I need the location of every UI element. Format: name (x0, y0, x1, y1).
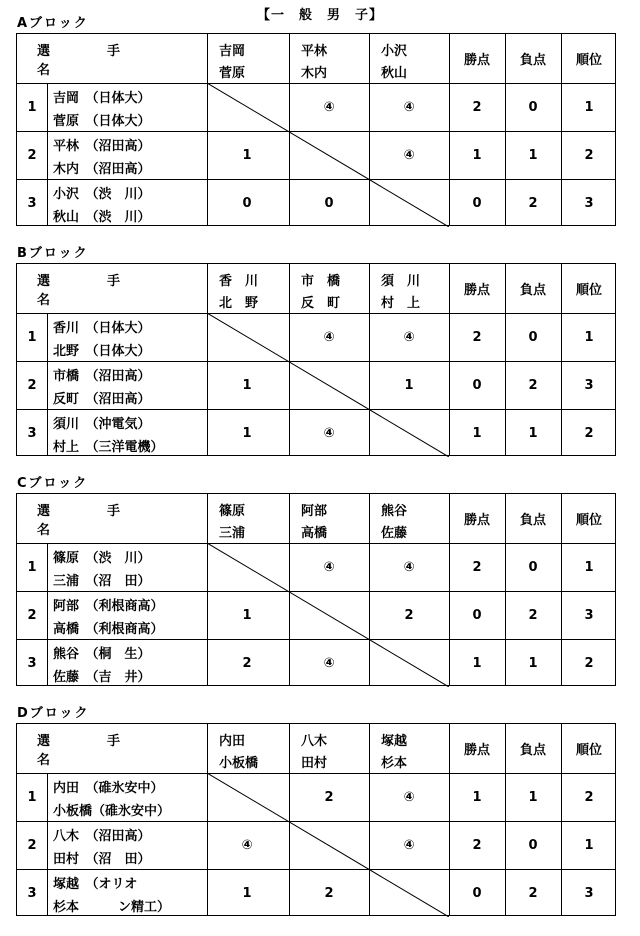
player-name-2: 杉本 ン精工） (53, 900, 171, 915)
header-losses: 負点 (519, 53, 546, 68)
match-result: 1 (242, 377, 252, 393)
match-result: ④ (403, 789, 415, 805)
match-result: 1 (404, 377, 414, 393)
league-table (16, 493, 616, 686)
player-number: 1 (27, 559, 37, 575)
block-label: Dブロック (17, 706, 90, 721)
player-name-1: 香川 （日体大） (53, 321, 151, 336)
match-result: 1 (242, 885, 252, 901)
player-points: 0 (472, 885, 482, 901)
player-losses: 0 (528, 99, 538, 115)
match-result (289, 361, 369, 409)
player-points: 2 (472, 99, 482, 115)
player-points: 0 (472, 607, 482, 623)
opponent-name-1: 塚越 (381, 734, 408, 749)
header-opponent (289, 724, 369, 773)
grid-line (47, 773, 48, 915)
player-losses: 2 (528, 195, 538, 211)
header-rank: 順位 (575, 513, 602, 528)
header-opponent (369, 724, 449, 773)
match-result: ④ (403, 329, 415, 345)
player-rank: 1 (584, 329, 594, 345)
opponent-name-2: 杉本 (381, 756, 408, 771)
opponent-name-2: 木内 (301, 66, 328, 81)
header-rank: 順位 (575, 743, 602, 758)
player-losses: 0 (528, 559, 538, 575)
player-name-2: 木内 （沼田高） (53, 162, 151, 177)
header-rank: 順位 (575, 283, 602, 298)
player-rank: 2 (584, 655, 594, 671)
player-points: 1 (472, 655, 482, 671)
header-opponent (207, 264, 287, 313)
header-opponent (207, 34, 287, 83)
block-label: Aブロック (17, 16, 89, 31)
player-rank: 3 (584, 607, 594, 623)
grid-line (47, 313, 48, 455)
player-name-2: 田村 （沼 田） (53, 852, 151, 867)
player-name-2: 三浦 （沼 田） (53, 574, 151, 589)
player-number: 3 (27, 655, 37, 671)
match-result (289, 591, 369, 639)
opponent-name-2: 小板橋 (219, 756, 259, 771)
player-rank: 3 (584, 885, 594, 901)
block-label: Bブロック (17, 246, 89, 261)
player-points: 1 (472, 789, 482, 805)
player-number: 3 (27, 425, 37, 441)
player-name-2: 秋山 （渋 川） (53, 210, 151, 225)
grid-line (47, 543, 48, 685)
player-losses: 2 (528, 607, 538, 623)
header-opponent (289, 494, 369, 543)
header-opponent (369, 264, 449, 313)
player-name-1: 平林 （沼田高） (53, 139, 151, 154)
player-name-1: 熊谷 （桐 生） (53, 647, 151, 662)
player-losses: 0 (528, 837, 538, 853)
match-result: ④ (241, 837, 253, 853)
match-result: 1 (242, 425, 252, 441)
opponent-name-1: 八木 (301, 734, 328, 749)
match-result: 1 (242, 607, 252, 623)
player-rank: 2 (584, 789, 594, 805)
player-losses: 1 (528, 147, 538, 163)
header-rank: 順位 (575, 53, 602, 68)
player-number: 3 (27, 885, 37, 901)
match-result: ④ (323, 329, 335, 345)
page-title: 【一 般 男 子】 (256, 8, 383, 23)
match-result (207, 773, 287, 821)
opponent-name-2: 菅原 (219, 66, 246, 81)
player-name-1: 小沢 （渋 川） (53, 187, 151, 202)
player-losses: 2 (528, 885, 538, 901)
player-rank: 1 (584, 837, 594, 853)
match-result: ④ (323, 99, 335, 115)
match-result: ④ (403, 559, 415, 575)
match-result: 2 (324, 885, 334, 901)
player-losses: 1 (528, 655, 538, 671)
match-result (369, 869, 449, 917)
player-losses: 0 (528, 329, 538, 345)
player-rank: 2 (584, 425, 594, 441)
player-name-2: 高橋 （利根商高） (53, 622, 164, 637)
player-rank: 3 (584, 377, 594, 393)
player-losses: 1 (528, 425, 538, 441)
player-losses: 2 (528, 377, 538, 393)
match-result (369, 179, 449, 227)
player-name-2: 反町 （沼田高） (53, 392, 151, 407)
player-rank: 1 (584, 99, 594, 115)
player-points: 2 (472, 559, 482, 575)
header-player-name: 選 手 名 (37, 43, 178, 78)
match-result (369, 409, 449, 457)
player-rank: 2 (584, 147, 594, 163)
player-name-1: 吉岡 （日体大） (53, 91, 151, 106)
league-table (16, 723, 616, 916)
match-result: ④ (323, 425, 335, 441)
opponent-name-1: 香 川 (219, 274, 259, 289)
player-name-1: 内田 （碓氷安中） (53, 781, 164, 796)
match-result (207, 313, 287, 361)
opponent-name-2: 秋山 (381, 66, 408, 81)
match-result (207, 543, 287, 591)
player-rank: 3 (584, 195, 594, 211)
match-result: ④ (403, 147, 415, 163)
player-number: 1 (27, 789, 37, 805)
header-losses: 負点 (519, 283, 546, 298)
player-points: 1 (472, 425, 482, 441)
player-rank: 1 (584, 559, 594, 575)
player-number: 2 (27, 607, 37, 623)
opponent-name-1: 市 橋 (301, 274, 341, 289)
player-points: 0 (472, 377, 482, 393)
match-result: ④ (403, 837, 415, 853)
opponent-name-1: 平林 (301, 44, 328, 59)
player-points: 2 (472, 837, 482, 853)
grid-line (47, 83, 48, 225)
header-opponent (207, 494, 287, 543)
match-result: 1 (242, 147, 252, 163)
opponent-name-2: 反 町 (301, 296, 341, 311)
match-result: ④ (323, 655, 335, 671)
league-table (16, 33, 616, 226)
match-result: ④ (323, 559, 335, 575)
player-name-1: 須川 （沖電気） (53, 417, 151, 432)
player-name-1: 市橋 （沼田高） (53, 369, 151, 384)
match-result (369, 639, 449, 687)
player-name-2: 佐藤 （吉 井） (53, 670, 151, 685)
opponent-name-2: 村 上 (381, 296, 421, 311)
match-result (289, 821, 369, 869)
match-result: 2 (242, 655, 252, 671)
match-result: 0 (324, 195, 334, 211)
player-number: 2 (27, 377, 37, 393)
header-opponent (289, 264, 369, 313)
opponent-name-1: 須 川 (381, 274, 421, 289)
opponent-name-2: 三浦 (219, 526, 246, 541)
header-points: 勝点 (463, 283, 490, 298)
player-number: 1 (27, 99, 37, 115)
opponent-name-1: 阿部 (301, 504, 328, 519)
player-points: 2 (472, 329, 482, 345)
opponent-name-1: 篠原 (219, 504, 246, 519)
player-number: 3 (27, 195, 37, 211)
player-name-1: 塚越 （オリオ (53, 877, 138, 892)
header-points: 勝点 (463, 743, 490, 758)
match-result: 0 (242, 195, 252, 211)
header-player-name: 選 手 名 (37, 503, 178, 538)
opponent-name-2: 佐藤 (381, 526, 408, 541)
match-result: 2 (404, 607, 414, 623)
player-points: 0 (472, 195, 482, 211)
header-losses: 負点 (519, 513, 546, 528)
header-opponent (369, 34, 449, 83)
opponent-name-2: 北 野 (219, 296, 259, 311)
player-name-1: 阿部 （利根商高） (53, 599, 164, 614)
match-result: ④ (403, 99, 415, 115)
header-points: 勝点 (463, 53, 490, 68)
player-name-2: 小板橋（碓氷安中） (53, 804, 171, 819)
header-opponent (369, 494, 449, 543)
opponent-name-2: 田村 (301, 756, 328, 771)
player-points: 1 (472, 147, 482, 163)
player-name-2: 村上 （三洋電機） (53, 440, 164, 455)
player-name-1: 八木 （沼田高） (53, 829, 151, 844)
player-losses: 1 (528, 789, 538, 805)
header-points: 勝点 (463, 513, 490, 528)
opponent-name-1: 熊谷 (381, 504, 408, 519)
opponent-name-1: 小沢 (381, 44, 408, 59)
league-table (16, 263, 616, 456)
block-label: Cブロック (17, 476, 89, 491)
match-result: 2 (324, 789, 334, 805)
player-name-2: 北野 （日体大） (53, 344, 151, 359)
player-name-1: 篠原 （渋 川） (53, 551, 151, 566)
player-number: 1 (27, 329, 37, 345)
match-result (289, 131, 369, 179)
opponent-name-1: 内田 (219, 734, 246, 749)
header-player-name: 選 手 名 (37, 733, 178, 768)
header-opponent (207, 724, 287, 773)
opponent-name-1: 吉岡 (219, 44, 246, 59)
header-opponent (289, 34, 369, 83)
header-losses: 負点 (519, 743, 546, 758)
player-name-2: 菅原 （日体大） (53, 114, 151, 129)
header-player-name: 選 手 名 (37, 273, 178, 308)
player-number: 2 (27, 837, 37, 853)
player-number: 2 (27, 147, 37, 163)
opponent-name-2: 高橋 (301, 526, 328, 541)
match-result (207, 83, 287, 131)
